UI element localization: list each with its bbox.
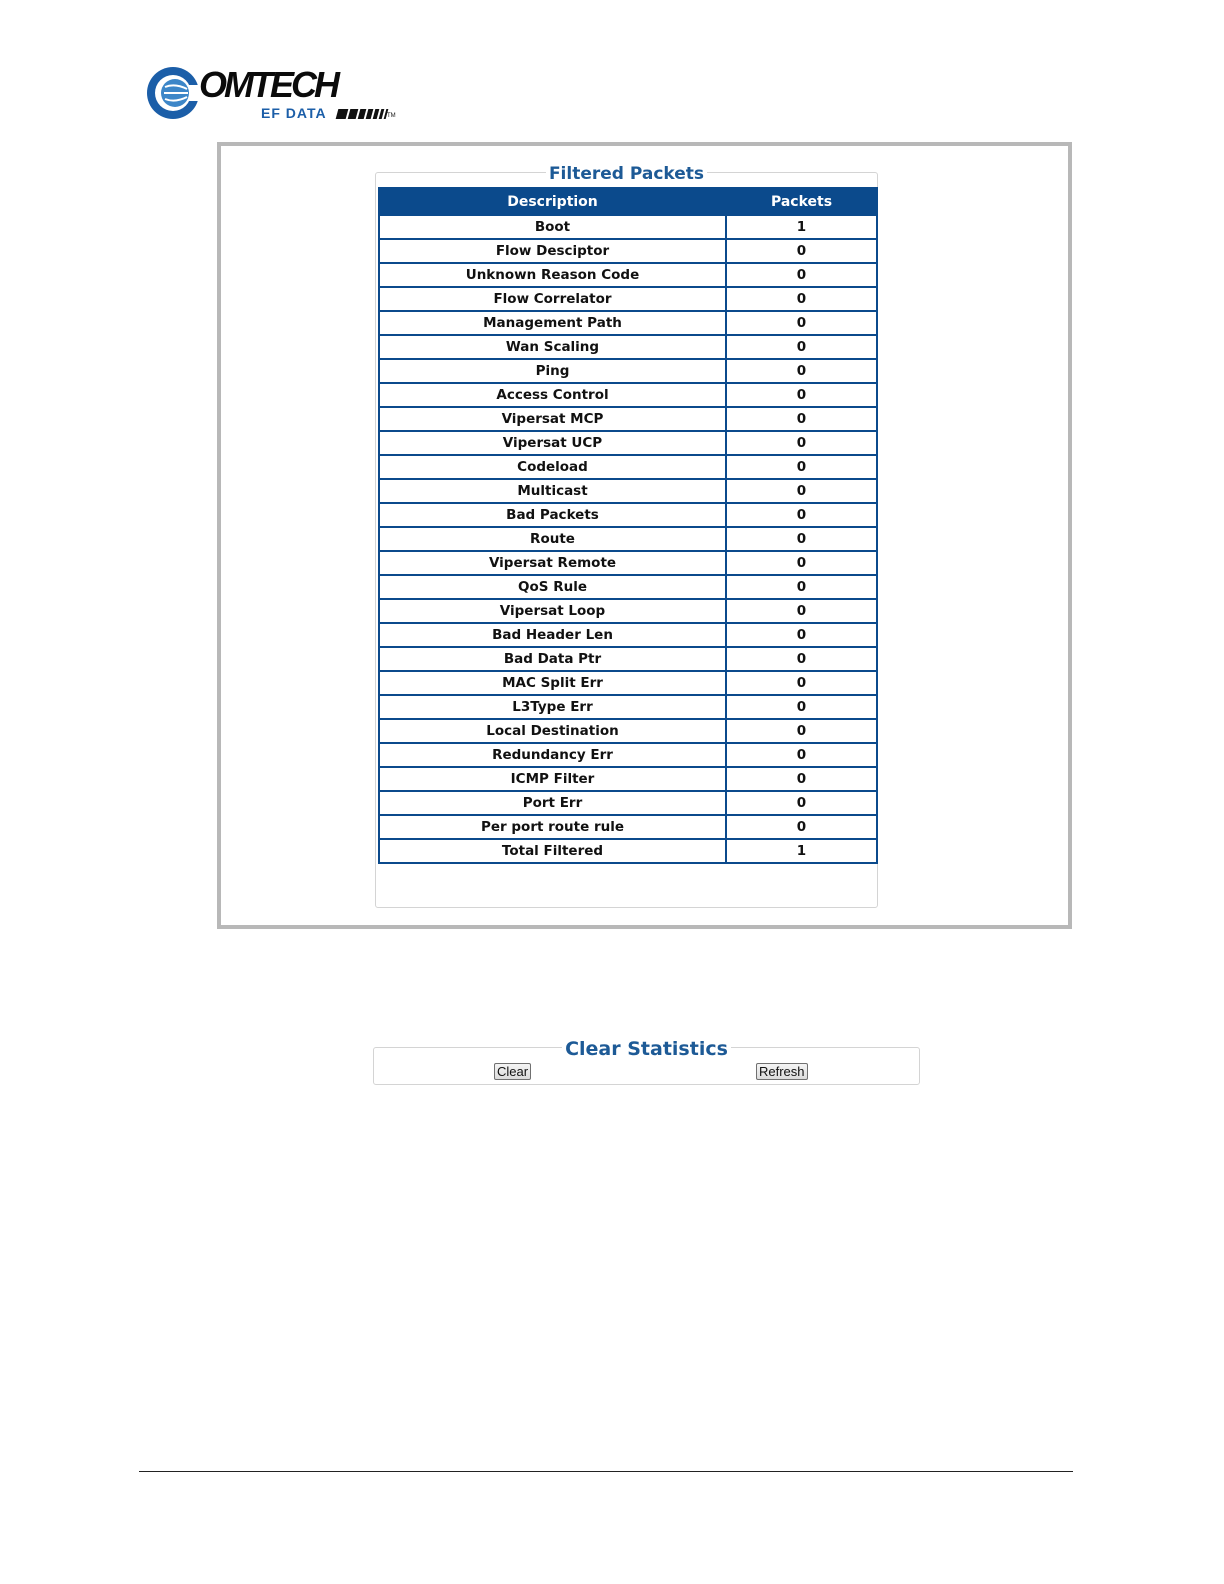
row-description: Flow Desciptor [379, 239, 726, 263]
row-description: Vipersat Loop [379, 599, 726, 623]
table-row [379, 239, 877, 263]
table-row [379, 527, 877, 551]
row-description: Ping [379, 359, 726, 383]
table-row [379, 359, 877, 383]
logo-wordmark: OMTECH [199, 64, 337, 105]
filtered-packets-title-text: Filtered Packets [546, 164, 707, 184]
row-description: Boot [379, 215, 726, 239]
row-packets: 0 [726, 479, 877, 503]
row-packets: 1 [726, 215, 877, 239]
row-description: Bad Packets [379, 503, 726, 527]
table-row [379, 767, 877, 791]
row-packets: 0 [726, 719, 877, 743]
table-row [379, 647, 877, 671]
row-description: Vipersat MCP [379, 407, 726, 431]
logo-subtitle: EF DATA [261, 105, 327, 121]
row-packets: 0 [726, 815, 877, 839]
table-row [379, 551, 877, 575]
row-description: Unknown Reason Code [379, 263, 726, 287]
table-body [379, 215, 877, 863]
row-description: Bad Header Len [379, 623, 726, 647]
table-row [379, 407, 877, 431]
row-packets: 0 [726, 239, 877, 263]
row-description: Per port route rule [379, 815, 726, 839]
row-description: QoS Rule [379, 575, 726, 599]
row-packets: 0 [726, 311, 877, 335]
refresh-button[interactable]: Refresh [756, 1063, 808, 1080]
row-description: Port Err [379, 791, 726, 815]
row-packets: 0 [726, 623, 877, 647]
row-description: Vipersat Remote [379, 551, 726, 575]
table-row [379, 455, 877, 479]
table-row [379, 815, 877, 839]
column-header-packets: Packets [726, 188, 877, 215]
table-row [379, 839, 877, 863]
row-description: Multicast [379, 479, 726, 503]
logo-trademark: TM [387, 113, 396, 119]
row-description: Management Path [379, 311, 726, 335]
row-packets: 0 [726, 407, 877, 431]
row-packets: 0 [726, 287, 877, 311]
table-header-row [379, 188, 877, 215]
column-header-description: Description [379, 188, 726, 215]
row-description: Codeload [379, 455, 726, 479]
row-packets: 0 [726, 671, 877, 695]
table-row [379, 287, 877, 311]
globe-icon [145, 65, 201, 121]
row-description: Total Filtered [379, 839, 726, 863]
table-row [379, 671, 877, 695]
table-row [379, 311, 877, 335]
table-row [379, 263, 877, 287]
row-description: Flow Correlator [379, 287, 726, 311]
row-packets: 0 [726, 695, 877, 719]
row-description: Wan Scaling [379, 335, 726, 359]
row-packets: 0 [726, 791, 877, 815]
table-row [379, 335, 877, 359]
clear-statistics-title [374, 1038, 919, 1060]
row-description: MAC Split Err [379, 671, 726, 695]
filtered-packets-table [378, 187, 878, 864]
row-description: Vipersat UCP [379, 431, 726, 455]
row-description: L3Type Err [379, 695, 726, 719]
clear-statistics-title-text: Clear Statistics [562, 1038, 731, 1060]
row-packets: 0 [726, 263, 877, 287]
row-packets: 0 [726, 575, 877, 599]
row-packets: 0 [726, 503, 877, 527]
row-description: Access Control [379, 383, 726, 407]
clear-button[interactable]: Clear [494, 1063, 531, 1080]
row-description: Route [379, 527, 726, 551]
table-row [379, 575, 877, 599]
table-row [379, 215, 877, 239]
row-packets: 0 [726, 335, 877, 359]
table-row [379, 431, 877, 455]
row-packets: 0 [726, 455, 877, 479]
filtered-packets-title [376, 164, 877, 184]
table-row [379, 479, 877, 503]
table-row [379, 599, 877, 623]
table-row [379, 383, 877, 407]
table-row [379, 503, 877, 527]
row-packets: 1 [726, 839, 877, 863]
table-row [379, 719, 877, 743]
logo-bars [337, 109, 387, 119]
footer-divider [139, 1471, 1073, 1472]
row-description: Redundancy Err [379, 743, 726, 767]
clear-statistics-panel [373, 1038, 920, 1085]
row-packets: 0 [726, 431, 877, 455]
row-packets: 0 [726, 383, 877, 407]
table-row [379, 623, 877, 647]
row-packets: 0 [726, 551, 877, 575]
table-row [379, 743, 877, 767]
row-packets: 0 [726, 647, 877, 671]
row-packets: 0 [726, 359, 877, 383]
row-description: ICMP Filter [379, 767, 726, 791]
comtech-logo [143, 63, 403, 123]
table-row [379, 791, 877, 815]
row-packets: 0 [726, 743, 877, 767]
row-packets: 0 [726, 599, 877, 623]
row-packets: 0 [726, 527, 877, 551]
row-description: Local Destination [379, 719, 726, 743]
table-row [379, 695, 877, 719]
row-packets: 0 [726, 767, 877, 791]
row-description: Bad Data Ptr [379, 647, 726, 671]
